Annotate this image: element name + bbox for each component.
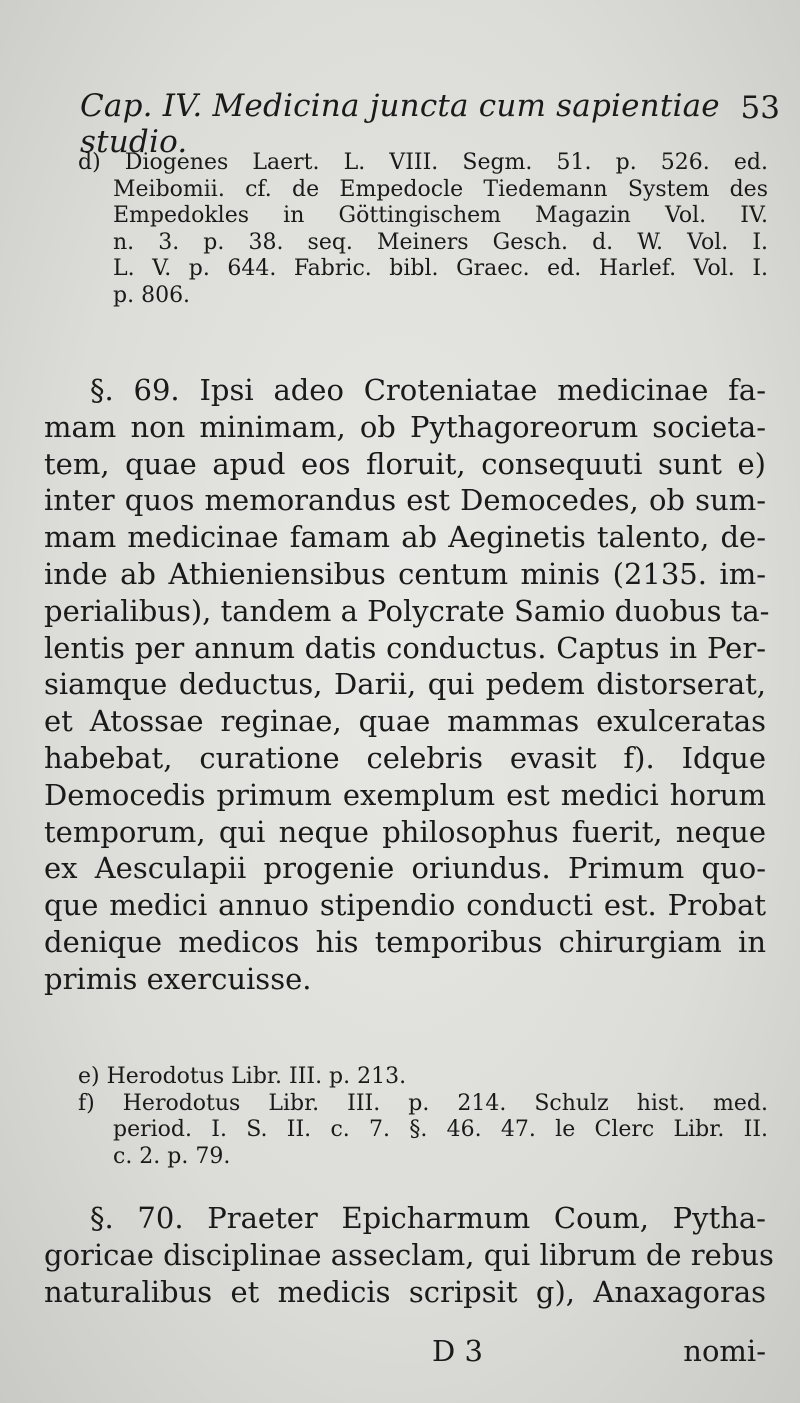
footnote-line: p. 806. — [113, 282, 191, 308]
running-title: Cap. IV. Medicina juncta cum sapientiae studio. — [80, 88, 720, 160]
footnote-line: n. 3. p. 38. seq. Meiners Gesch. d. W. Vol. I. — [113, 229, 768, 255]
body-line: lentis per annum datis conductus. Captus in Per- — [44, 630, 766, 665]
body-line: §. 70. Praeter Epicharmum Coum, Pytha- — [90, 1201, 766, 1235]
footnote-line: Meibomii. cf. de Empedocle Tiedemann System des — [113, 176, 768, 202]
footnote-line: Empedokles in Göttingischem Magazin Vol. IV. — [113, 203, 768, 228]
body-line: mam non minimam, ob Pythagoreorum societa- — [44, 409, 766, 444]
signature-mark: D 3 — [432, 1334, 483, 1368]
footnote-d — [78, 150, 768, 309]
footnote-line: c. 2. p. 79. — [113, 1143, 231, 1169]
body-line: inde ab Athieniensibus centum minis (2135. im- — [44, 556, 766, 591]
body-line: mam medicinae famam ab Aeginetis talento, de- — [44, 520, 766, 555]
running-header — [80, 88, 780, 160]
body-line: Democedis primum exemplum est medici horum — [44, 777, 766, 812]
body-line: tem, quae apud eos floruit, consequuti sunt e) — [44, 446, 766, 481]
footnote-line: d) Diogenes Laert. L. VIII. Segm. 51. p. 526. ed. — [78, 150, 768, 175]
footnote-line: period. I. S. II. c. 7. §. 46. 47. le Clerc Libr. II. — [113, 1117, 768, 1142]
body-line: inter quos memorandus est Democedes, ob sum- — [44, 483, 766, 518]
body-line: habebat, curatione celebris evasit f). Idque — [44, 740, 766, 775]
body-line: que medici annuo stipendio conducti est. Probat — [44, 888, 766, 923]
footnote-line: f) Herodotus Libr. III. p. 214. Schulz hist. med. — [78, 1090, 768, 1116]
footnotes-e-f — [78, 1064, 768, 1170]
footnote-line: L. V. p. 644. Fabric. bibl. Graec. ed. Harlef. Vol. I. — [113, 256, 768, 281]
catchword: nomi- — [683, 1334, 766, 1368]
page-number: 53 — [740, 90, 780, 126]
body-line: siamque deductus, Darii, qui pedem distorserat, — [44, 667, 766, 702]
body-line: et Atossae reginae, quae mammas exulceratas — [44, 704, 766, 739]
body-line: naturalibus et medicis scripsit g), Anaxagoras — [44, 1274, 766, 1309]
body-line: primis exercuisse. — [44, 961, 312, 996]
body-line: ex Aesculapii progenie oriundus. Primum quo- — [44, 851, 766, 886]
body-line: goricae disciplinae asseclam, qui librum de rebus — [44, 1237, 774, 1272]
body-line: temporum, qui neque philosophus fuerit, neque — [44, 814, 766, 849]
body-line: denique medicos his temporibus chirurgiam in — [44, 924, 766, 959]
footnote-line: e) Herodotus Libr. III. p. 213. — [78, 1064, 407, 1089]
section-69 — [44, 372, 770, 998]
body-line: perialibus), tandem a Polycrate Samio duobus ta- — [44, 593, 770, 628]
section-70 — [44, 1200, 774, 1310]
body-line: §. 69. Ipsi adeo Croteniatae medicinae fa- — [90, 373, 766, 407]
